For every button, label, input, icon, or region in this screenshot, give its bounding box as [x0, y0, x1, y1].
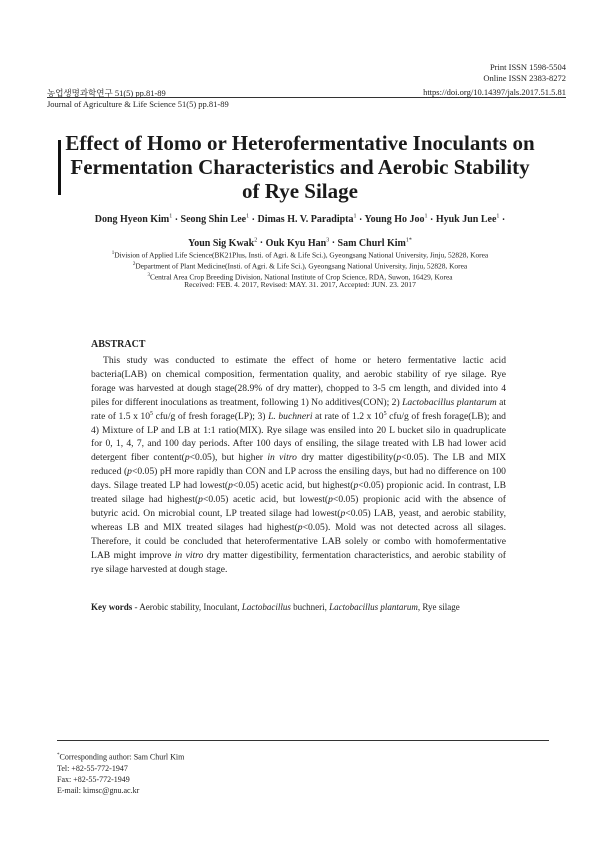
- author: [257, 214, 356, 225]
- footnote-tel: Tel: +82-55-772-1947: [57, 763, 128, 773]
- journal-name-english: Journal of Agriculture & Life Science 51(5) pp.81-89: [47, 99, 229, 109]
- text-segment: Lactobacillus: [241, 602, 291, 612]
- affiliation-text: Department of Plant Medicine(Insti. of Agri. & Life Sci.), Gyeongsang National University, Jinju, 52828, Korea: [135, 261, 468, 271]
- text-segment: p: [328, 494, 333, 506]
- header-divider: [47, 97, 566, 98]
- author: [364, 214, 427, 225]
- journal-name-korean: 농업생명과학연구 51(5) pp.81-89: [47, 88, 166, 98]
- affiliation-text: Central Area Crop Breeding Division, National Institute of Crop Science, RDA, Suwon, 16429, Korea: [149, 272, 453, 282]
- author-name: Dimas H. V. Paradipta: [257, 214, 354, 226]
- keywords-label: Key words: [91, 602, 133, 612]
- text-segment: p: [228, 480, 233, 492]
- author: [95, 214, 172, 225]
- text-segment: p: [198, 494, 203, 506]
- text-segment: Lactobacillus plantarum: [329, 602, 418, 612]
- author-affiliation-mark: 1: [246, 214, 250, 220]
- text-segment: L. buchneri: [268, 410, 313, 422]
- text-segment: p: [340, 507, 346, 519]
- text-segment: Lactobacillus plantarum: [402, 396, 497, 408]
- text-segment: cfu/g of fresh forage(LP); 3): [153, 410, 269, 422]
- corresponding-footnote: [57, 750, 184, 796]
- text-segment: <0.05) pH more rapidly than CON and LP across the ensiling days, but had no difference on 100 days. Silage treated LP had lowest(: [91, 466, 506, 492]
- text-segment: p: [297, 521, 303, 533]
- text-segment: p: [127, 466, 132, 478]
- footnote-email[interactable]: E-mail: kimsc@gnu.ac.kr: [57, 785, 140, 795]
- text-segment: 5: [150, 410, 154, 417]
- affiliation-text: Division of Applied Life Science(BK21Plus, Insti. of Agri. & Life Sci.), Gyeongsang National University, Jinju, 52828, Korea: [114, 250, 489, 260]
- keywords: [91, 602, 511, 612]
- affiliation-number: 2: [132, 262, 136, 268]
- corresponding-author: Corresponding author: Sam Churl Kim: [59, 752, 185, 762]
- author: [266, 238, 330, 249]
- affiliation-number: 3: [147, 273, 150, 279]
- keywords-text: [132, 602, 460, 612]
- author: [338, 238, 412, 249]
- text-segment: <0.05). The LB and MIX reduced (: [91, 452, 507, 478]
- author-name: Hyuk Jun Lee: [435, 214, 497, 226]
- paper-title: Effect of Homo or Heterofermentative Inoculants on Fermentation Characteristics and Aerobic Stability of Rye Silage: [65, 131, 535, 203]
- text-segment: dry matter digestibility(: [296, 452, 397, 464]
- text-segment: dry matter digestibility, fermentation characteristics, and aerobic stability of rye silage harvested at dough stage.: [91, 549, 506, 575]
- text-segment: in vitro: [267, 452, 297, 464]
- affiliation: [40, 260, 560, 271]
- print-issn: Print ISSN 1598-5504: [489, 62, 566, 72]
- text-segment: p: [353, 480, 359, 492]
- author-name: Dong Hyeon Kim: [94, 214, 170, 226]
- author-name: Young Ho Joo: [364, 214, 425, 226]
- author: [436, 214, 500, 225]
- text-segment: This study was conducted to estimate the effect of home or hetero fermentative lactic acid bacteria(LAB) on chemical composition, fermentation quality, and aerobic stability of rye silage. Rye forage was harvested at dough stage(28.9% of dry matter), chopped to 3-5 cm length, and divided into 4 piles for different inoculations as treatment, following 1) No additives(CON); 2): [91, 355, 506, 408]
- text-segment: in vitro: [174, 549, 204, 561]
- author-affiliation-mark: 1: [169, 214, 173, 220]
- footnote-divider: [57, 740, 549, 741]
- online-issn: Online ISSN 2383-8272: [483, 72, 566, 83]
- author-affiliation-mark: 1*: [405, 237, 412, 244]
- text-segment: cfu/g of fresh forage(LB); and 4) Mixture of LP and LB at 1:1 ratio(MIX). Rye silage was ensiled into 20 L bucket silo in quadruplicate for 0, 1, 4, 7, and 100 day periods. After 100 days of ensiling, the silage treated with LB had lower acid detergent fiber content(: [91, 410, 506, 464]
- author-affiliation-mark: 1: [353, 214, 357, 220]
- abstract-heading: ABSTRACT: [91, 339, 146, 350]
- text-segment: <0.05). Mold was not detected across all silages. Therefore, it could be concluded that heterofermentative LAB solely or combo with homofermentative LAB might improve: [91, 521, 506, 561]
- text-segment: p: [396, 452, 402, 464]
- affiliation-number: 1: [111, 251, 115, 256]
- author: [181, 214, 250, 225]
- author-name: Ouk Kyu Han: [265, 237, 327, 249]
- text-segment: at rate of 1.2 x 10: [312, 410, 384, 422]
- text-segment: 5: [383, 410, 387, 417]
- submission-dates: Received: FEB. 4. 2017, Revised: MAY. 31. 2017, Accepted: JUN. 23. 2017: [184, 280, 416, 289]
- text-segment: <0.05) LAB, yeast, and aerobic stability, whereas LB and MIX treated silages had highest(: [91, 507, 507, 533]
- author-affiliation-mark: 1: [496, 214, 500, 220]
- author-affiliation-mark: 2: [254, 237, 258, 244]
- author: [188, 238, 257, 249]
- author-name: Youn Sig Kwak: [188, 237, 255, 249]
- text-segment: - Aerobic stability, Inoculant,: [132, 602, 242, 612]
- text-segment: <0.05) acetic acid, but highest(: [232, 480, 354, 492]
- text-segment: buchneri,: [290, 602, 330, 612]
- text-segment: at rate of 1.5 x 10: [91, 396, 507, 422]
- text-segment: <0.05) propionic acid. In contrast, LB treated silage had highest(: [91, 480, 506, 506]
- abstract-body: [91, 354, 506, 577]
- text-segment: <0.05) acetic acid, but lowest(: [202, 494, 329, 506]
- author-affiliation-mark: 1: [424, 214, 428, 220]
- footnote-marker: *: [57, 753, 60, 758]
- text-segment: p: [184, 452, 190, 464]
- author-name: Sam Churl Kim: [337, 237, 406, 249]
- author-list: Dong Hyeon Kim$^1$ · Seong Shin Lee$^1$ · Dimas H. V. Paradipta$^1$ · Young Ho Joo$^1$ · Hyuk Jun Lee$^1$ · Youn Sig Kwak$^2$ · Ouk Kyu Han$^3$ · Sam Churl Kim$^{1*}$: [94, 214, 506, 249]
- issn-block: [483, 62, 566, 83]
- author-name: Seong Shin Lee: [180, 214, 247, 226]
- author-affiliation-mark: 3: [326, 237, 330, 244]
- doi-link[interactable]: https://doi.org/10.14397/jals.2017.51.5.81: [423, 87, 566, 97]
- text-segment: <0.05) propionic acid with the absence of butyric acid. On microbial count, LP treated silage had lowest(: [91, 494, 506, 519]
- affiliation: [40, 249, 560, 260]
- text-segment: , Rye silage: [417, 602, 460, 612]
- text-segment: <0.05), but higher: [189, 452, 268, 464]
- footnote-fax: Fax: +82-55-772-1949: [57, 774, 130, 784]
- affiliation-list: [40, 249, 560, 282]
